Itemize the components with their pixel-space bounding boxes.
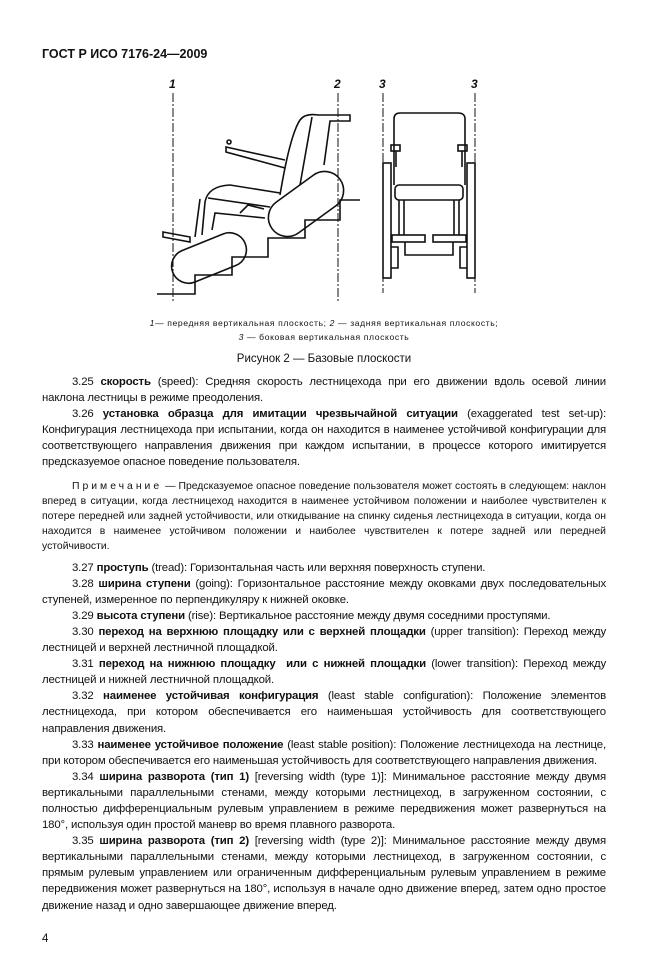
definition-term: переход на верхнюю площадку или с верхней площадки — [98, 625, 426, 638]
definition-english: (lower transition): — [425, 658, 524, 671]
figure-caption: Рисунок 2 — Базовые плоскости — [236, 353, 412, 365]
definition-3-33 — [42, 737, 606, 769]
stair-climber-front-view — [383, 113, 475, 278]
definition-term: установка образца для имитации чрезвычайной ситуации — [102, 408, 458, 421]
definition-number: 3.34 — [72, 770, 94, 783]
figure-legend — [42, 316, 606, 344]
definition-english: (least stable configuration): — [318, 690, 483, 703]
legend-text-1: — передняя вертикальная плоскость; — [155, 318, 330, 328]
legend-text-2: — задняя вертикальная плоскость; — [335, 318, 499, 328]
definition-term: переход на нижнюю площадку или с нижней площадки — [98, 658, 426, 671]
definition-english: (going): — [190, 577, 238, 590]
definition-3-25 — [42, 374, 606, 406]
definition-text: Положение элементов лестницехода, при котором обеспечивается его наименьшая устойчивость для соответствующего направления движения. — [42, 690, 606, 735]
definition-3-26 — [42, 406, 606, 470]
note-label: Примечание — [72, 480, 163, 492]
definition-3-35 — [42, 833, 606, 913]
legend-num-1: 1 — [149, 318, 156, 328]
definition-3-29 — [42, 608, 606, 624]
plane-label-2: 2 — [334, 77, 341, 91]
definition-english: (least stable position): — [283, 738, 401, 751]
definition-term: ширина разворота (тип 1) — [99, 770, 249, 783]
definition-number: 3.30 — [72, 625, 94, 638]
definition-number: 3.32 — [72, 690, 94, 703]
definition-english: (rise): — [184, 609, 220, 622]
definition-english: [reversing width (type 2)]: — [248, 835, 393, 848]
definition-number: 3.33 — [72, 738, 94, 751]
plane-label-1: 1 — [169, 77, 176, 91]
definition-english: (tread): — [148, 561, 191, 574]
definition-number: 3.26 — [72, 408, 94, 421]
definition-text: Горизонтальное расстояние между оковками двух последовательных ступеней, измеренное по перпендикуляру к нижней оковке. — [42, 577, 607, 606]
definition-number: 3.29 — [72, 609, 94, 622]
definition-text: Горизонтальная часть или верхняя поверхность ступени. — [190, 561, 486, 574]
plane-label-3-left: 3 — [379, 77, 386, 91]
definition-number: 3.25 — [72, 376, 94, 388]
definition-3-32 — [42, 688, 606, 736]
definitions-top — [42, 374, 606, 471]
definition-3-31 — [42, 656, 606, 688]
document-header: ГОСТ Р ИСО 7176-24—2009 — [42, 47, 208, 61]
definition-text: Минимальное расстояние между двумя вертикальными параллельными стенами, между которыми лестницеход, в загруженном состоянии, с полностью дифференциальным рулевым управлением в режиме передвижения может развернуться на 180°, используя один простой маневр во время плавного разворота. — [42, 770, 607, 832]
note-paragraph — [42, 479, 606, 554]
stairs — [157, 200, 360, 294]
definition-3-27 — [42, 560, 606, 576]
definition-text: Вертикальное расстояние между двумя соседними проступями. — [219, 609, 551, 622]
definition-number: 3.27 — [72, 561, 94, 574]
definition-number: 3.35 — [72, 835, 94, 848]
definition-english: [reversing width (type 1)]: — [248, 770, 393, 783]
definition-number: 3.31 — [72, 658, 94, 671]
legend-num-3: 3 — [238, 332, 245, 342]
definition-3-30 — [42, 624, 606, 656]
definition-text: Средняя скорость лестницехода при его движении вдоль осевой линии наклона лестницы в режиме преодоления. — [42, 376, 606, 405]
definition-term: ширина разворота (тип 2) — [99, 835, 249, 848]
legend-line-1 — [42, 316, 606, 330]
legend-text-3: — боковая вертикальная плоскость — [244, 332, 410, 342]
page-number: 4 — [42, 932, 49, 945]
definition-text: Переход между лестницей и нижней лестничной площадкой. — [42, 658, 606, 687]
definition-english: (upper transition): — [425, 625, 524, 638]
definition-number: 3.28 — [72, 577, 94, 590]
stair-climber-side-view — [163, 115, 351, 289]
legend-line-2 — [42, 330, 606, 344]
definition-text: Конфигурация лестницехода при испытании, когда он находится в наименее устойчивой конфигурации для соответствующего направления движения при каждом испытании, в процессе которого имитируется предсказуемое опасное поведение пользователя. — [42, 424, 606, 469]
definition-3-28 — [42, 576, 606, 608]
definition-term: высота ступени — [96, 609, 185, 622]
definition-text: Положение лестницехода на лестнице, при котором обеспечивается его наименьшая устойчивость для соответствующего направления движения. — [42, 738, 607, 767]
definition-english: (exaggerated test set-up): — [457, 408, 607, 421]
definitions-list — [42, 560, 606, 914]
definition-term: ширина ступени — [98, 577, 191, 590]
note-text: — Предсказуемое опасное поведение пользователя может состоять в следующем: наклон вперед в ситуации, когда лестницеход находится в наименее устойчивом положении и наиболее чувствителен к потере передней или задней устойчивости, или откидывание на спинку сиденья лестницехода в ситуации, когда он находится в наименее устойчивом положении и наиболее чувствителен к потере задней или передней устойчивости. — [42, 480, 606, 552]
figure-reference-planes — [140, 75, 500, 305]
definition-term: наименее устойчивая конфигурация — [103, 690, 319, 703]
definition-3-34 — [42, 769, 606, 833]
definition-term: проступь — [96, 561, 149, 574]
definition-term: наименее устойчивое положение — [97, 738, 284, 751]
definition-english: (speed): — [150, 376, 206, 388]
plane-label-3-right: 3 — [471, 77, 478, 91]
definition-text: Переход между лестницей и верхней лестничной площадкой. — [42, 625, 607, 655]
plane-lines — [173, 93, 475, 303]
legend-num-2: 2 — [329, 318, 336, 328]
definition-text: Минимальное расстояние между двумя вертикальными параллельными стенами, между которыми лестницеход, в загруженном состоянии, с прямым рулевым управлением или ограниченным дифференциальным рулевым управлением в режиме передвижения может развернуться на 180°, используя в начале одно движение вперед, затем одно простое движение назад и одно завершающее движение вперед. — [42, 835, 607, 912]
note — [42, 479, 606, 554]
figure-area — [42, 75, 606, 305]
definition-term: скорость — [100, 376, 151, 388]
